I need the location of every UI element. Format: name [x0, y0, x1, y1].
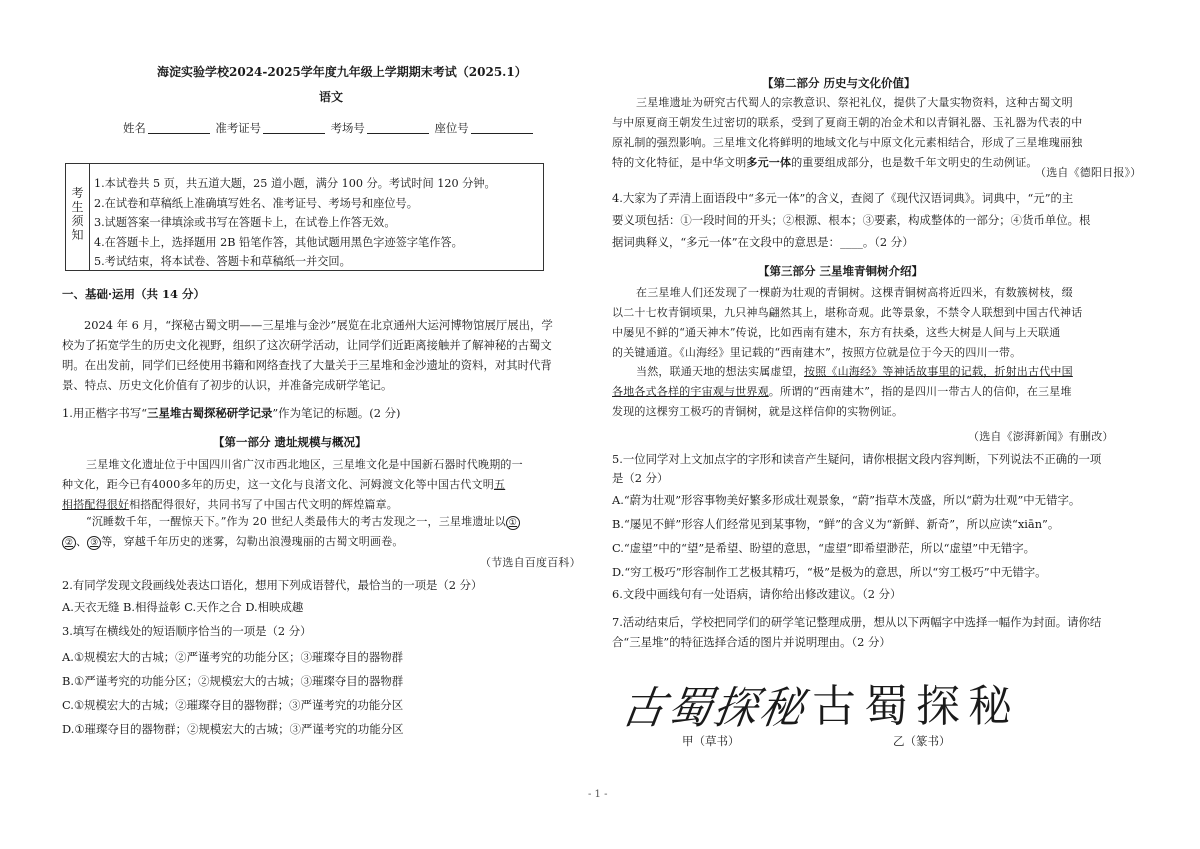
- notice-label: 考生须知: [66, 164, 90, 270]
- q7-line: 7.活动结束后，学校把同学们的研学笔记整理成册，想从以下两幅字中选择一幅作为封面。请你结: [612, 615, 1102, 629]
- part3-line: 中屡见不鲜的“通天神木”传说，比如西南有建木，东方有扶桑，这些大树是人间与上天联通: [612, 326, 1061, 339]
- part2-line: 与中原夏商王朝发生过密切的联系，受到了夏商王朝的冶金术和以青铜礼器、玉礼器为代表的中: [612, 116, 1083, 129]
- part3-line: 以二十七枚青铜顷果，九只神鸟翩然其上，堪称奇观。此等景象，不禁令人联想到中国古代神话: [612, 306, 1083, 319]
- part3-line: 的关键通道。《山海经》里记载的“西南建木”，按照方位就是位于今天的四川一带。: [612, 346, 1022, 359]
- q1-bold: 三星堆古蜀探秘研学记录: [147, 406, 273, 420]
- part2-text-end: 的重要组成部分，也是数千年文明史的生动例证。: [791, 156, 1038, 169]
- part3-line: 在三星堆人们还发现了一棵蔚为壮观的青铜树。这棵青铜树高将近四米，有数簇树枝，缀: [636, 286, 1073, 299]
- field-exam-id-label: 准考证号: [215, 121, 261, 135]
- quote-text: “沉睡数千年，一醒惊天下。”作为 20 世纪人类最伟大的考古发现之一，三星堆遗址以: [86, 515, 506, 528]
- field-name-label: 姓名: [123, 121, 146, 135]
- q1-text-end: ”作为笔记的标题。(2 分): [272, 406, 401, 420]
- intro-paragraph: [62, 315, 553, 395]
- caption-a: 甲（草书）: [682, 734, 740, 748]
- part2-text: 特的文化特征，是中华文明: [612, 156, 747, 169]
- q5-line: 5.一位同学对上文加点字的字形和读音产生疑问，请你根据文段内容判断，下列说法不正确的一项: [612, 452, 1102, 466]
- quote-line: [62, 512, 520, 532]
- blank-2-marker: ②: [62, 536, 76, 550]
- part1-paragraph: [62, 455, 523, 515]
- intro-line: 校为了拓宽学生的历史文化视野，组织了这次研学活动，让同学们近距离接触并了解神秘的古蜀文: [62, 338, 552, 352]
- notice-item: 4.在答题卡上，选择题用 2B 铅笔作答，其他试题用黑色字迹签字笔作答。: [94, 235, 463, 249]
- question-5: [612, 450, 1101, 488]
- question-6: 6.文段中画线句有一处语病，请你给出修改建议。（2 分）: [612, 587, 902, 601]
- candidate-notice-box: [65, 163, 544, 271]
- calligraphy-cursive-image: 古蜀探秘: [617, 683, 809, 734]
- part3-line: [612, 382, 1073, 402]
- exam-id-blank[interactable]: [263, 121, 325, 134]
- part2-line: [612, 153, 1082, 173]
- part3-line: [612, 362, 1073, 382]
- part2-title: 【第二部分 历史与文化价值】: [762, 76, 916, 90]
- part3-underlined: 按照《山海经》等神话故事里的记载，折射出古代中国: [804, 365, 1073, 378]
- notice-list: [94, 174, 496, 272]
- part3-text: 。所谓的“西南建木”，指的是四川一带古人的信仰，在三星堆: [768, 385, 1072, 398]
- question-2: 2.有同学发现文段画线处表达口语化，想用下列成语替代，最恰当的一项是（2 分）: [62, 578, 483, 592]
- caption-b: 乙（篆书）: [893, 734, 951, 748]
- quote-line: ② 、 ③ 等，穿越千年历史的迷雾，勾勒出浪漫瑰丽的古蜀文明画卷。: [62, 532, 520, 552]
- calligraphy-seal-image: 古蜀探秘: [812, 681, 1020, 732]
- field-room-label: 考场号: [330, 121, 365, 135]
- question-3-options: [62, 645, 404, 741]
- q5-option-a: A.“蔚为壮观”形容事物美好繁多形成壮观景象，“蔚”指草木茂盛，所以“蔚为壮观”中无错字。: [612, 493, 1081, 507]
- part1-quote: [62, 512, 520, 552]
- q5-option-d: D.“穷工极巧”形容制作工艺极其精巧，“极”是极为的意思，所以“穷工极巧”中无错字。: [612, 565, 1047, 579]
- part1-title: 【第一部分 遗址规模与概况】: [213, 435, 367, 449]
- blank-3-marker: ③: [87, 536, 101, 550]
- room-blank[interactable]: [367, 121, 429, 134]
- part2-line: 原礼制的强烈影响。三星堆文化将鲜明的地域文化与中原文化元素相结合，形成了三星堆瑰丽独: [612, 136, 1083, 149]
- part1-line-text: 种文化，距今已有4000多年的历史，这一文化与良渚文化、河姆渡文化等中国古代文明: [62, 478, 494, 491]
- question-7: [612, 612, 1101, 652]
- page-number: - 1 -: [588, 789, 608, 800]
- option-d: D.①璀璨夺目的器物群；②规模宏大的古城；③严谨考究的功能分区: [62, 722, 404, 736]
- q7-line: 合“三星堆”的特征选择合适的图片并说明理由。（2 分）: [612, 635, 891, 649]
- question-3: 3.填写在横线处的短语顺序恰当的一项是（2 分）: [62, 624, 312, 638]
- notice-item: 5.考试结束，将本试卷、答题卡和草稿纸一并交回。: [94, 255, 351, 268]
- candidate-fields: [123, 118, 535, 138]
- question-4: [612, 187, 1090, 253]
- q4-line: 4.大家为了弄清上面语段中“多元一体”的含义，查阅了《现代汉语词典》。词典中，“元”的主: [612, 191, 1074, 205]
- exam-title: 海淀实验学校2024-2025学年度九年级上学期期末考试（2025.1）: [157, 65, 527, 79]
- part3-paragraph: [612, 283, 1082, 363]
- option-a: A.①规模宏大的古城；②严谨考究的功能分区；③璀璨夺目的器物群: [62, 650, 403, 664]
- part3-text: 当然，联通天地的想法实属虚望，: [636, 365, 804, 378]
- q5-option-c: C.“虚望”中的“望”是希望、盼望的意思，“虚望”即希望渺茫，所以“虚望”中无错字。: [612, 541, 1036, 555]
- q4-line: 据词典释义，“多元一体”在文段中的意思是：____。（2 分）: [612, 235, 914, 249]
- q4-line: 要义项包括：①一段时间的开头；②根源、根本；③要素，构成整体的一部分；④货币单位。根: [612, 213, 1091, 227]
- seat-blank[interactable]: [471, 121, 533, 134]
- quote-text-end: 等，穿越千年历史的迷雾，勾勒出浪漫瑰丽的古蜀文明画卷。: [101, 535, 404, 548]
- section-heading: 一、基础·运用（共 14 分）: [62, 287, 206, 301]
- q1-text: 1.用正楷字书写“: [62, 406, 148, 420]
- field-seat-label: 座位号: [434, 121, 469, 135]
- option-b: B.①严谨考究的功能分区；②规模宏大的古城；③璀璨夺目的器物群: [62, 674, 404, 688]
- question-5-options: [612, 488, 1080, 584]
- name-blank[interactable]: [148, 121, 210, 134]
- part2-bold: 多元一体: [746, 156, 792, 169]
- question-1: [62, 403, 400, 423]
- part1-line: 三星堆文化遗址位于中国四川省广汉市西北地区，三星堆文化是中国新石器时代晚期的一: [86, 458, 523, 471]
- part1-underlined: 五: [494, 478, 506, 491]
- option-c: C.①规模宏大的古城；②璀璨夺目的器物群；③严谨考究的功能分区: [62, 698, 404, 712]
- q5-option-b: B.“屡见不鲜”形容人们经常见到某事物，“鲜”的含义为“新鲜、新奇”，所以应读“xiān”。: [612, 517, 1060, 531]
- subject-title: 语文: [319, 90, 344, 104]
- part2-paragraph: [612, 93, 1082, 173]
- part1-source: （节选自百度百科）: [480, 556, 581, 569]
- intro-line: 2024 年 6 月，“探秘古蜀文明——三星堆与金沙”展览在北京通州大运河博物馆展厅展出，学: [84, 318, 553, 332]
- part3-title: 【第三部分 三星堆青铜树介绍】: [758, 264, 924, 278]
- part3-paragraph-2: [612, 362, 1073, 422]
- part3-line: 发现的这棵穷工极巧的青铜树，就是这样信仰的实物例证。: [612, 405, 904, 418]
- part3-source: （选自《澎湃新闻》有删改）: [968, 430, 1114, 443]
- question-2-options: A.天衣无缝 B.相得益彰 C.天作之合 D.相映成趣: [62, 600, 304, 614]
- notice-item: 3.试题答案一律填涂或书写在答题卡上，在试卷上作答无效。: [94, 216, 396, 229]
- part1-line: [62, 475, 523, 495]
- q5-line: 是（2 分）: [612, 471, 669, 485]
- intro-line: 景、特点、历史文化价值有了初步的认识，并准备完成研学笔记。: [62, 378, 393, 392]
- intro-line: 明。在出发前，同学们已经使用书籍和网络查找了大量关于三星堆和金沙遗址的资料，对其时代背: [62, 358, 552, 372]
- part3-underlined-2: 各地各式各样的宇宙观与世界观: [612, 385, 769, 398]
- blank-1-marker: ①: [506, 516, 520, 530]
- part2-line: 三星堆遗址为研究古代蜀人的宗教意识、祭祀礼仪，提供了大量实物资料，这种古蜀文明: [636, 96, 1073, 109]
- part1-line-text: 相搭配得很好，共同书写了中国古代文明的辉煌篇章。: [129, 498, 399, 511]
- notice-item: 1.本试卷共 5 页，共五道大题，25 道小题，满分 100 分。考试时间 120 分钟。: [94, 177, 496, 190]
- part1-underlined-phrase: 相搭配得很好: [62, 498, 130, 511]
- notice-item: 2.在试卷和草稿纸上准确填写姓名、准考证号、考场号和座位号。: [94, 196, 418, 210]
- part2-source: （选自《德阳日报》）: [1035, 166, 1142, 179]
